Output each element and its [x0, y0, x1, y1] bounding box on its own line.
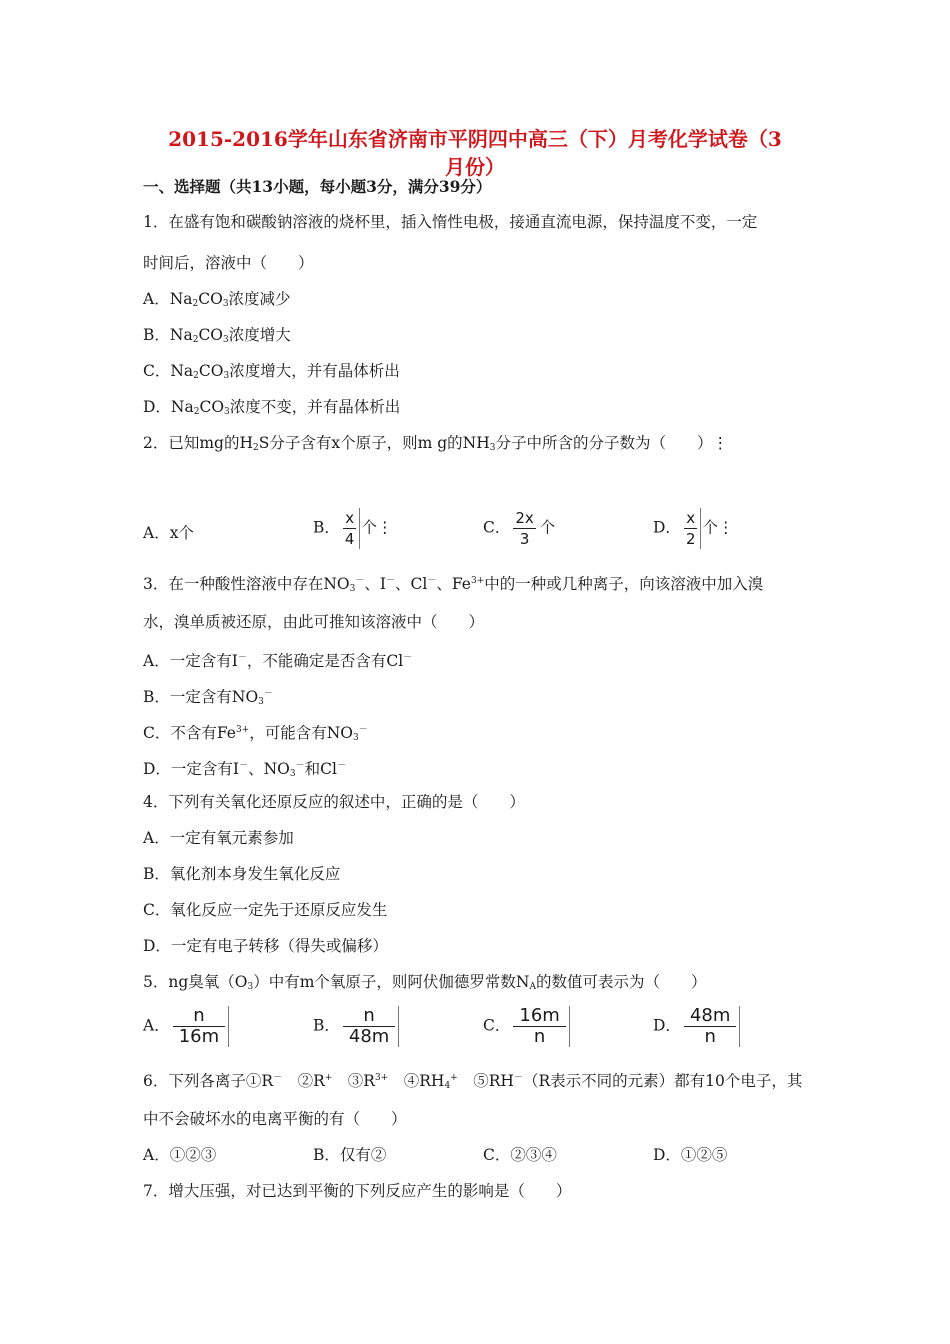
q6-option-d: D．①②⑤ — [653, 1146, 728, 1164]
q5-stem: 5．ng臭氧$(O_3)$中有m个氧原子，则阿伏伽德罗常数$N_A$的数值可表示为（ ） — [143, 973, 707, 992]
title-line-1: 2015-2016学年山东省济南市平阴四中高三（下）月考化学试卷（3 — [168, 127, 782, 151]
q3-option-b: B．一定含有$NO_3^-$ — [143, 688, 273, 707]
q1-stem-line-1: 1．在盛有饱和碳酸钠溶液的烧杯里，插入惰性电极，接通直流电源，保持温度不变，一定 — [143, 213, 758, 231]
q2-stem: 2．已知mg的$H_2S$分子含有x个原子，则m g的$NH_3$分子中所含的分子数为（ ）⋮ — [143, 434, 728, 453]
q4-stem: 4．下列有关氧化还原反应的叙述中，正确的是（ ） — [143, 793, 525, 811]
q6-option-a: A．①②③ — [143, 1146, 217, 1164]
q2-option-c-fraction: $\frac{2x}{3}$ — [515, 509, 534, 548]
q2-option-a: A．x个 — [143, 524, 194, 542]
q6-option-c: C．②③④ — [483, 1146, 557, 1164]
q1-option-d: D．$Na_2CO_3$浓度不变，并有晶体析出 — [143, 398, 401, 417]
q3-stem-line-2: 水，溴单质被还原，由此可推知该溶液中（ ） — [143, 613, 485, 631]
q1-option-c: C．$Na_2CO_3$浓度增大，并有晶体析出 — [143, 362, 400, 381]
q3-option-c: C．不含有$Fe^{3+}$，可能含有$NO_3^-$ — [143, 724, 368, 743]
q2-option-d-fraction: $\frac{x}{2}$ — [682, 508, 702, 549]
q5-option-c: C． $\frac{16m}{n}$ — [483, 1006, 571, 1047]
q3-stem-line-1: 3．在一种酸性溶液中存在$NO_3^-$、I－、Cl－、$Fe^{3+}$中的一种或几种离子，向该溶液中加入溴 — [143, 575, 764, 594]
section-heading: 一、选择题（共13小题，每小题3分，满分39分） — [143, 177, 492, 196]
q1-option-b: B．$Na_2CO_3$浓度增大 — [143, 326, 291, 345]
q2-option-d: D． $\frac{x}{2}$ 个⋮ — [653, 509, 734, 548]
q5-option-b: B． $\frac{n}{48m}$ — [313, 1006, 400, 1047]
q5-option-b-fraction: $\frac{n}{48m}$ — [341, 1006, 399, 1047]
q5-option-a-fraction: $\frac{n}{16m}$ — [171, 1006, 229, 1047]
q1-option-a: A．$Na_2CO_3$浓度减少 — [143, 290, 291, 309]
q5-option-c-fraction: $\frac{16m}{n}$ — [511, 1006, 569, 1047]
q5-option-d-fraction: $\frac{48m}{n}$ — [682, 1006, 740, 1047]
q4-option-c: C．氧化反应一定先于还原反应发生 — [143, 901, 388, 919]
q5-option-a: A． $\frac{n}{16m}$ — [143, 1006, 230, 1047]
q1-stem-line-2: 时间后，溶液中（ ） — [143, 254, 314, 272]
q5-option-d: D． $\frac{48m}{n}$ — [653, 1006, 741, 1047]
q6-stem-line-2: 中不会破坏水的电离平衡的有（ ） — [143, 1110, 407, 1128]
q4-option-a: A．一定有氧元素参加 — [143, 829, 294, 847]
q6-stem-line-1: 6．下列各离子①R－ ②R+ $③R^{3+}$ $④RH_4^+$ ⑤RH－（R表示不同的元素）都有10个电子，其 — [143, 1072, 803, 1091]
q3-option-d: D．一定含有I－、$NO_3^-$和Cl－ — [143, 760, 346, 779]
q3-option-a: A．一定含有I－，不能确定是否含有Cl－ — [143, 652, 413, 670]
exam-title — [0, 125, 950, 181]
q2-option-c: C． $\frac{2x}{3}$ 个 — [483, 509, 556, 548]
title-line-2: 月份） — [445, 155, 505, 179]
q2-option-b: B． $\frac{x}{4}$ 个⋮ — [313, 509, 393, 548]
q6-option-b: B．仅有② — [313, 1146, 387, 1164]
q7-stem: 7．增大压强，对已达到平衡的下列反应产生的影响是（ ） — [143, 1182, 572, 1200]
q4-option-d: D．一定有电子转移（得失或偏移） — [143, 937, 388, 955]
q4-option-b: B．氧化剂本身发生氧化反应 — [143, 865, 341, 883]
q2-option-b-fraction: $\frac{x}{4}$ — [341, 508, 361, 549]
